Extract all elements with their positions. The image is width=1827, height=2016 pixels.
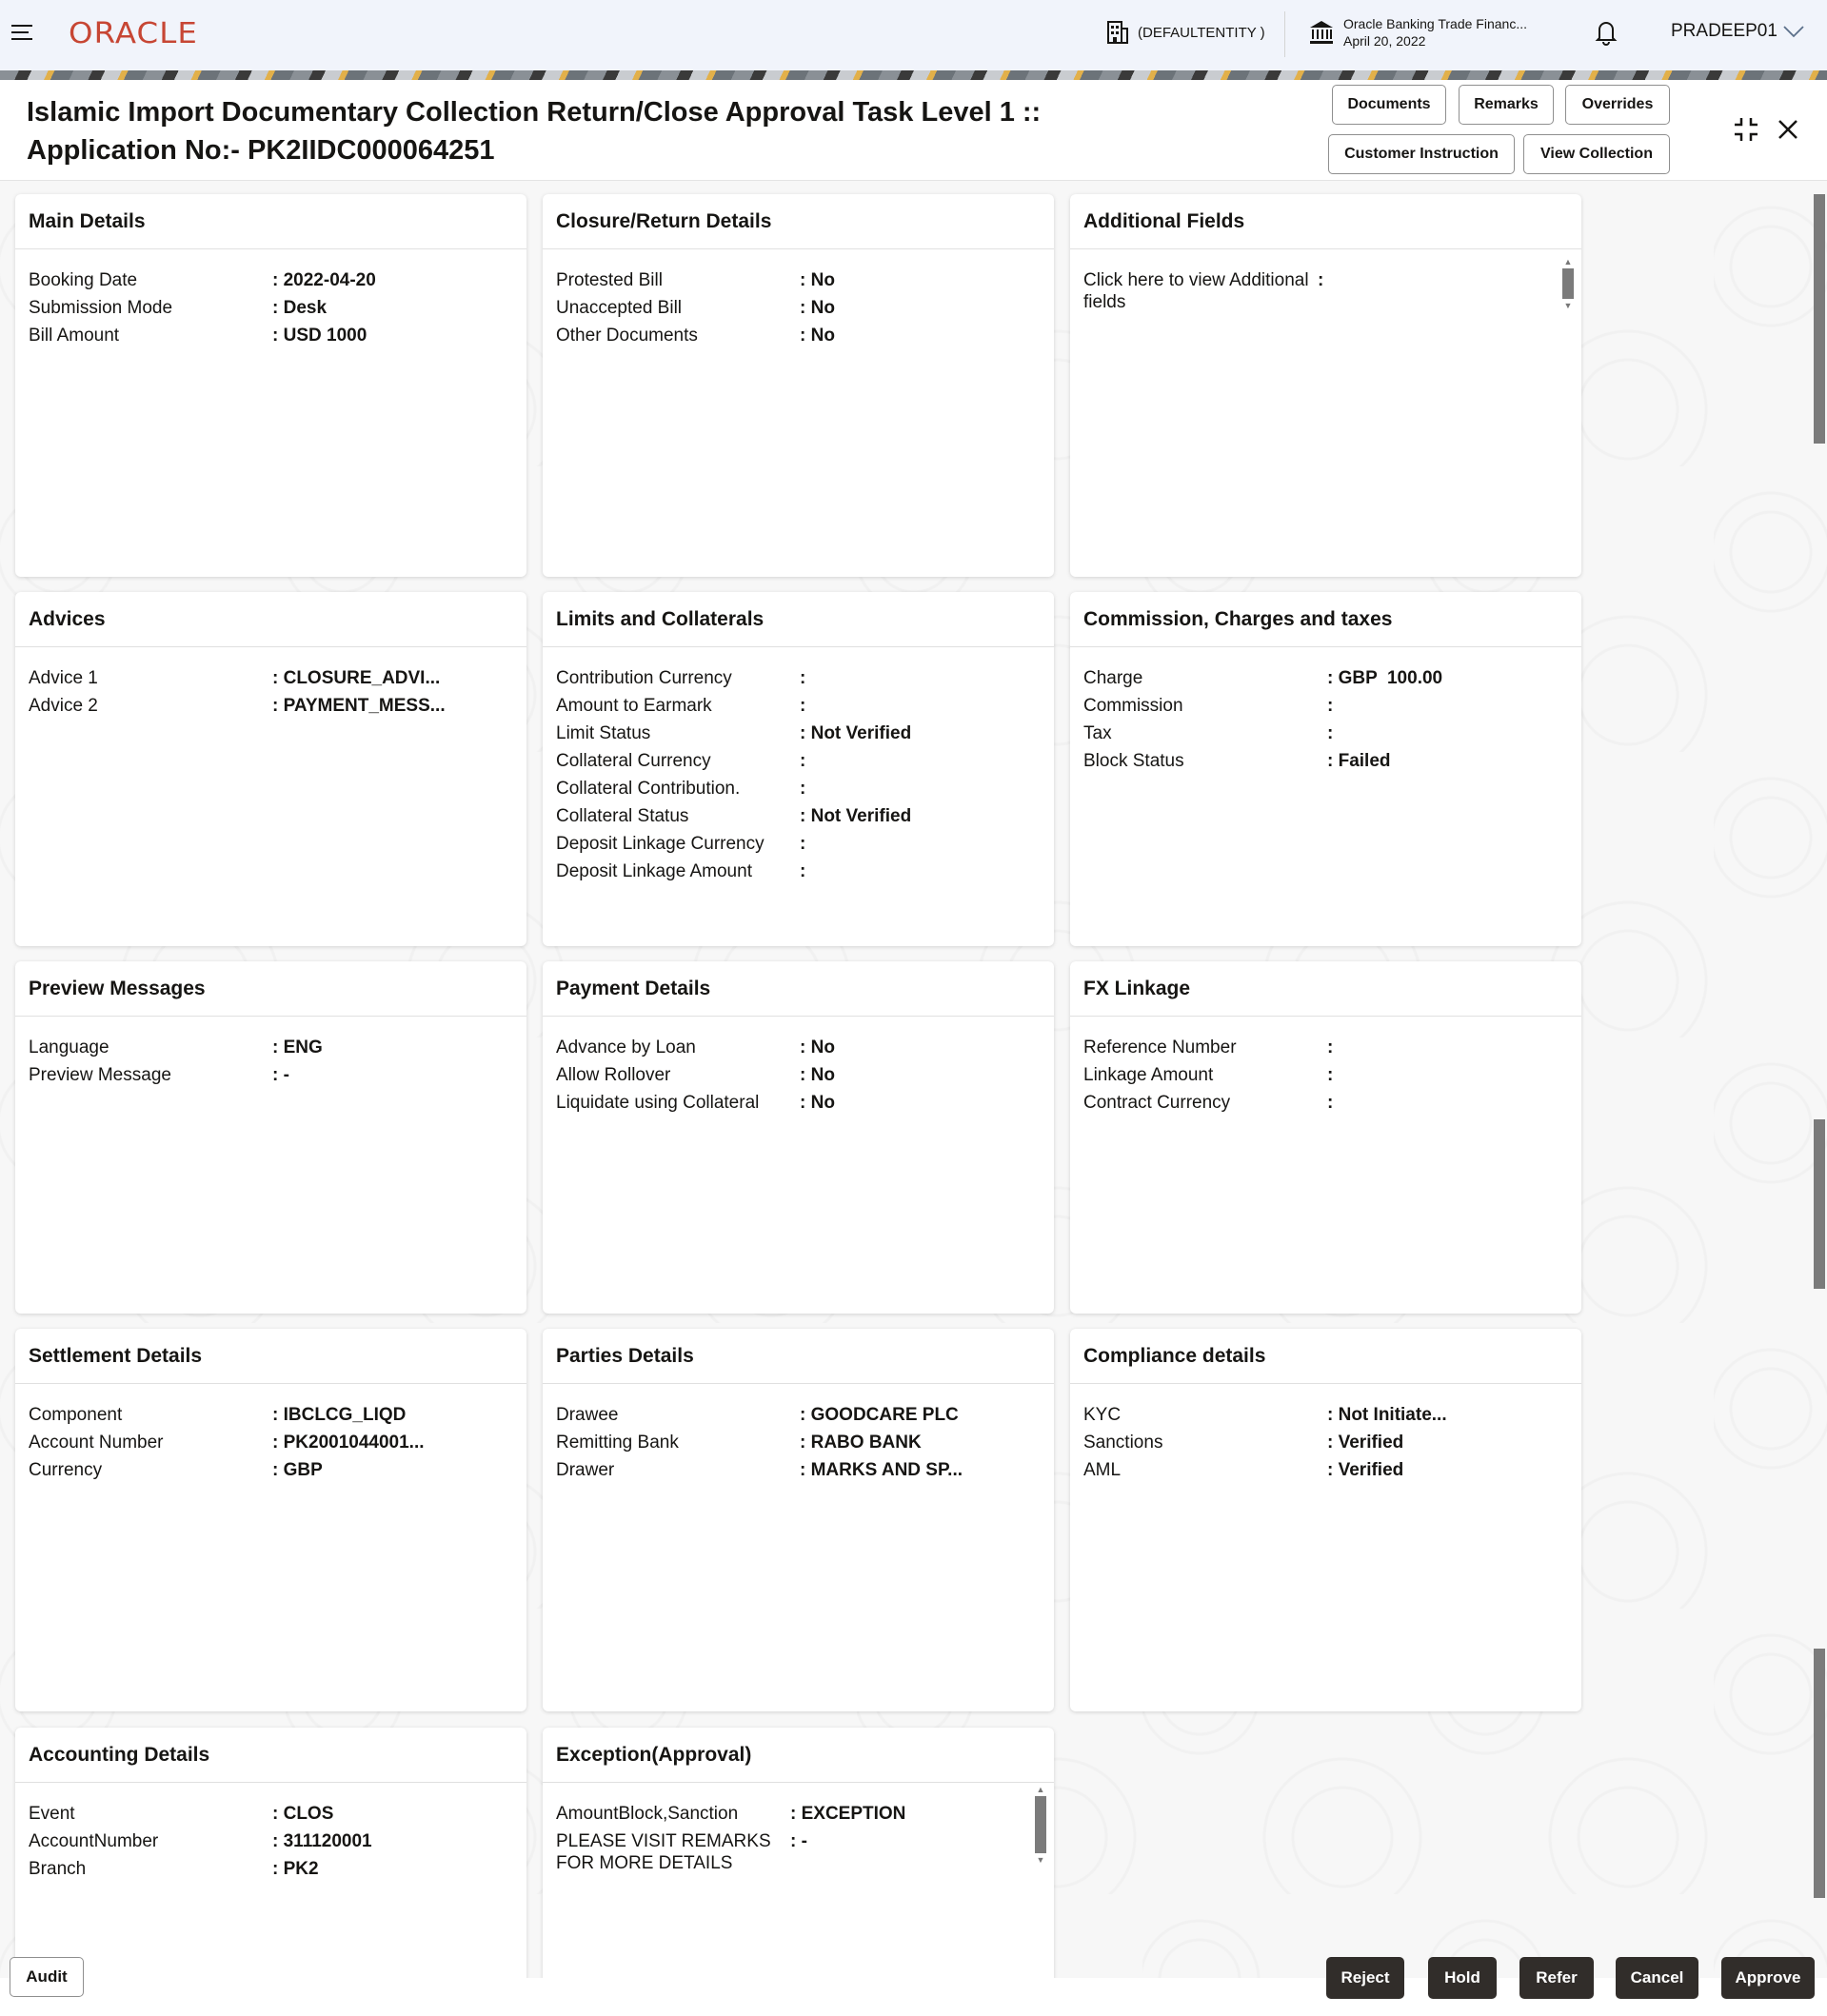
- field-value: : -: [272, 1065, 289, 1085]
- field-label: Unaccepted Bill: [556, 298, 683, 318]
- field-value: :: [800, 696, 806, 716]
- field-label: Preview Message: [29, 1065, 171, 1085]
- page-scroll-thumb[interactable]: [1814, 194, 1825, 444]
- field-label: Submission Mode: [29, 298, 173, 318]
- entity-label: (DEFAULTENTITY ): [1138, 24, 1265, 41]
- building-icon: [1107, 21, 1128, 44]
- title-line-1: Islamic Import Documentary Collection Return/Close Approval Task Level 1 ::: [27, 97, 1042, 128]
- card-additional-fields: [1070, 194, 1581, 577]
- bank-icon: [1309, 20, 1334, 45]
- page-scroll-thumb[interactable]: [1814, 1649, 1825, 1898]
- action-footer: [0, 1967, 1827, 2016]
- field-label: AccountNumber: [29, 1831, 159, 1851]
- field-label: Account Number: [29, 1433, 164, 1453]
- card-title: Additional Fields: [1070, 194, 1581, 249]
- card-compliance-details: [1070, 1329, 1581, 1711]
- overrides-button[interactable]: Overrides: [1565, 85, 1670, 125]
- scroll-up-arrow-icon[interactable]: ▲: [1036, 1785, 1045, 1794]
- field-value: : Not Initiate...: [1327, 1405, 1447, 1425]
- field-value: : CLOS: [272, 1804, 334, 1824]
- field-value: : Not Verified: [800, 723, 912, 743]
- field-label: Contribution Currency: [556, 668, 732, 688]
- field-label: Event: [29, 1804, 75, 1824]
- field-value: : EXCEPTION: [790, 1804, 906, 1824]
- field-value: : GBP: [272, 1460, 323, 1480]
- card-parties-details: [543, 1329, 1054, 1711]
- card-title: Accounting Details: [15, 1728, 526, 1783]
- field-label: Bill Amount: [29, 326, 120, 346]
- field-label: Protested Bill: [556, 270, 663, 290]
- divider: [1284, 11, 1285, 57]
- field-value: : PK2: [272, 1859, 319, 1879]
- field-label: Block Status: [1083, 751, 1184, 771]
- field-value: :: [800, 834, 806, 854]
- page-scroll-thumb[interactable]: [1814, 1119, 1825, 1289]
- bank-info[interactable]: [1309, 15, 1527, 49]
- page-title: [27, 93, 1041, 169]
- page-scrollbar[interactable]: [1812, 181, 1827, 1978]
- field-label: Collateral Status: [556, 806, 689, 826]
- card-title: Compliance details: [1070, 1329, 1581, 1384]
- card-payment-details: [543, 961, 1054, 1314]
- oracle-logo: ORACLE: [69, 17, 198, 50]
- field-label: Contract Currency: [1083, 1093, 1231, 1113]
- scroll-down-arrow-icon[interactable]: ▼: [1036, 1855, 1045, 1865]
- user-menu[interactable]: [1671, 21, 1804, 42]
- field-value: : No: [800, 1038, 835, 1057]
- bank-date: April 20, 2022: [1343, 33, 1426, 49]
- field-label: Liquidate using Collateral: [556, 1093, 760, 1113]
- field-label: Sanctions: [1083, 1433, 1163, 1453]
- field-value: : Not Verified: [800, 806, 912, 826]
- chevron-down-icon: [1783, 25, 1804, 38]
- field-value: :: [1327, 1065, 1334, 1085]
- card-preview-messages: [15, 961, 526, 1314]
- card-title: Exception(Approval): [543, 1728, 1054, 1783]
- field-label: Booking Date: [29, 270, 138, 290]
- field-value: :: [1327, 696, 1334, 716]
- top-navigation-bar: [0, 0, 1827, 70]
- scroll-thumb[interactable]: [1562, 268, 1574, 299]
- field-value: : IBCLCG_LIQD: [272, 1405, 407, 1425]
- field-value: :: [1318, 270, 1324, 290]
- field-label: Currency: [29, 1460, 103, 1480]
- field-value: : -: [790, 1831, 807, 1851]
- field-label: AML: [1083, 1460, 1122, 1480]
- field-value: : USD 1000: [272, 326, 367, 346]
- decorative-banner: [0, 70, 1827, 80]
- scroll-up-arrow-icon[interactable]: ▲: [1563, 257, 1573, 267]
- card-settlement-details: [15, 1329, 526, 1711]
- view-collection-button[interactable]: View Collection: [1523, 134, 1670, 174]
- field-label: Tax: [1083, 723, 1112, 743]
- field-label: Component: [29, 1405, 123, 1425]
- field-label: Advance by Loan: [556, 1038, 696, 1057]
- card-closure-return-details: [543, 194, 1054, 577]
- card-title: Main Details: [15, 194, 526, 249]
- card-title: Preview Messages: [15, 961, 526, 1017]
- cards-area: [0, 181, 1827, 1978]
- field-label: Allow Rollover: [556, 1065, 671, 1085]
- field-value: : PK2001044001...: [272, 1433, 425, 1453]
- card-scrollbar[interactable]: [1562, 257, 1574, 310]
- close-icon[interactable]: [1777, 119, 1798, 145]
- refer-button[interactable]: Refer: [1519, 1957, 1594, 1999]
- field-value: :: [800, 861, 806, 881]
- card-title: Limits and Collaterals: [543, 592, 1054, 647]
- customer-instruction-button[interactable]: Customer Instruction: [1328, 134, 1515, 174]
- field-value: :: [800, 779, 806, 799]
- cancel-button[interactable]: Cancel: [1616, 1957, 1698, 1999]
- field-value: : GBP 100.00: [1327, 668, 1443, 688]
- field-label: Deposit Linkage Currency: [556, 834, 765, 854]
- card-title: FX Linkage: [1070, 961, 1581, 1017]
- field-value: : 311120001: [272, 1831, 372, 1851]
- card-fx-linkage: [1070, 961, 1581, 1314]
- field-label: Drawer: [556, 1460, 615, 1480]
- card-limits-collaterals: [543, 592, 1054, 946]
- field-value: :: [800, 751, 806, 771]
- documents-button[interactable]: Documents: [1332, 85, 1446, 125]
- field-value: : 2022-04-20: [272, 270, 376, 290]
- scroll-down-arrow-icon[interactable]: ▼: [1563, 301, 1573, 310]
- task-window: [0, 80, 1827, 2016]
- field-label: Deposit Linkage Amount: [556, 861, 752, 881]
- card-title: Closure/Return Details: [543, 194, 1054, 249]
- field-label: PLEASE VISIT REMARKS FOR MORE DETAILS: [556, 1831, 771, 1873]
- card-title: Parties Details: [543, 1329, 1054, 1384]
- card-title: Advices: [15, 592, 526, 647]
- application-number: Application No:- PK2IIDC000064251: [27, 135, 495, 166]
- field-label: Drawee: [556, 1405, 619, 1425]
- card-advices: [15, 592, 526, 946]
- card-scrollbar[interactable]: [1035, 1785, 1046, 1865]
- field-label: Reference Number: [1083, 1038, 1237, 1057]
- additional-fields-link[interactable]: Click here to view Additional fields: [1083, 270, 1309, 312]
- field-value: : RABO BANK: [800, 1433, 922, 1453]
- field-label: Amount to Earmark: [556, 696, 712, 716]
- card-commission-charges-taxes: [1070, 592, 1581, 946]
- field-label: KYC: [1083, 1405, 1122, 1425]
- field-value[interactable]: : CLOSURE_ADVI...: [272, 668, 441, 688]
- card-main-details: [15, 194, 526, 577]
- field-label: Advice 1: [29, 668, 98, 688]
- notifications-bell-icon[interactable]: [1595, 19, 1618, 50]
- field-value: :: [800, 668, 806, 688]
- field-label: Linkage Amount: [1083, 1065, 1214, 1085]
- card-exception-approval: [543, 1728, 1054, 1978]
- bank-name: Oracle Banking Trade Financ...: [1343, 16, 1527, 31]
- card-title: Settlement Details: [15, 1329, 526, 1384]
- field-value: : No: [800, 1093, 835, 1113]
- field-value: : Failed: [1327, 751, 1391, 771]
- field-value: : ENG: [272, 1038, 323, 1057]
- reject-button[interactable]: Reject: [1326, 1957, 1404, 1999]
- field-value: : No: [800, 298, 835, 318]
- username: PRADEEP01: [1671, 21, 1777, 41]
- field-label: Collateral Contribution.: [556, 779, 741, 799]
- window-header: [0, 80, 1827, 181]
- minimize-icon[interactable]: [1733, 116, 1759, 148]
- field-label: Language: [29, 1038, 109, 1057]
- card-accounting-details: [15, 1728, 526, 1978]
- remarks-button[interactable]: Remarks: [1459, 85, 1554, 125]
- field-label: Remitting Bank: [556, 1433, 679, 1453]
- field-label: AmountBlock,Sanction: [556, 1804, 739, 1824]
- field-label: Other Documents: [556, 326, 698, 346]
- field-value: :: [1327, 723, 1334, 743]
- field-value: : Verified: [1327, 1460, 1404, 1480]
- field-value: : Verified: [1327, 1433, 1404, 1453]
- field-label: Charge: [1083, 668, 1143, 688]
- field-value[interactable]: : PAYMENT_MESS...: [272, 696, 446, 716]
- hold-button[interactable]: Hold: [1428, 1957, 1497, 1999]
- card-title: Payment Details: [543, 961, 1054, 1017]
- field-value: : MARKS AND SP...: [800, 1460, 963, 1480]
- hamburger-menu-icon[interactable]: [11, 25, 36, 44]
- field-value: :: [1327, 1038, 1334, 1057]
- field-value: : Desk: [272, 298, 328, 318]
- field-value: : GOODCARE PLC: [800, 1405, 959, 1425]
- approve-button[interactable]: Approve: [1721, 1957, 1815, 1999]
- field-label: Advice 2: [29, 696, 98, 716]
- field-label: Collateral Currency: [556, 751, 711, 771]
- entity-selector[interactable]: [1107, 21, 1265, 44]
- field-value: : No: [800, 326, 835, 346]
- field-label: Commission: [1083, 696, 1183, 716]
- field-value: :: [1327, 1093, 1334, 1113]
- audit-button[interactable]: Audit: [10, 1957, 84, 1997]
- field-value: : No: [800, 270, 835, 290]
- field-label: Limit Status: [556, 723, 651, 743]
- field-value: : No: [800, 1065, 835, 1085]
- card-title: Commission, Charges and taxes: [1070, 592, 1581, 647]
- scroll-thumb[interactable]: [1035, 1796, 1046, 1853]
- field-label: Branch: [29, 1859, 87, 1879]
